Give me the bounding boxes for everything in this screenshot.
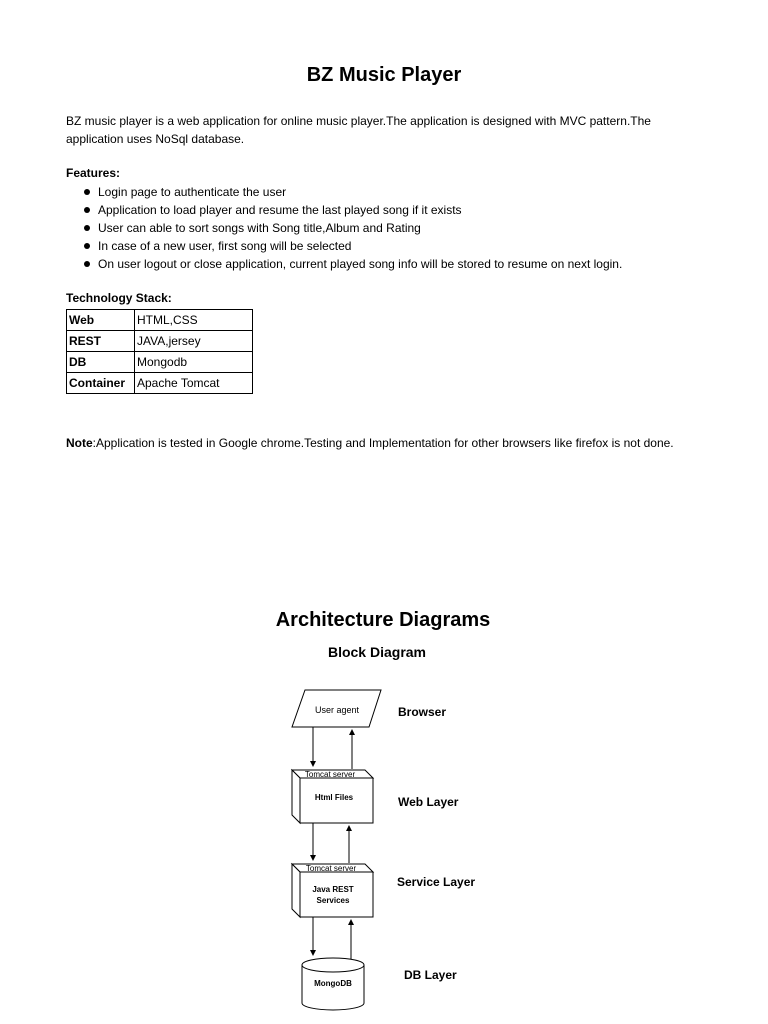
features-heading: Features: <box>66 166 121 180</box>
web-box-side <box>292 770 300 823</box>
feature-text: In case of a new user, first song will be selected <box>98 239 352 253</box>
architecture-title: Architecture Diagrams <box>275 609 491 631</box>
table-key: Container <box>67 373 135 394</box>
feature-text: User can able to sort songs with Song title,Album and Rating <box>98 221 421 235</box>
service-box-label-line1: Java REST <box>312 885 354 894</box>
web-server-label: Tomcat server <box>304 770 356 779</box>
db-box-label: MongoDB <box>314 979 352 988</box>
note-label: Note <box>66 436 93 450</box>
table-key: Web <box>67 310 135 331</box>
service-layer-label: Service Layer <box>397 875 476 889</box>
service-box-label-line2: Services <box>316 896 350 905</box>
intro-paragraph: BZ music player is a web application for online music player.The application is designed with MVC pattern.The application uses NoSql database. <box>66 114 651 146</box>
feature-text: Application to load player and resume the last played song if it exists <box>98 203 462 217</box>
table-key: DB <box>67 352 135 373</box>
table-value: Apache Tomcat <box>135 373 253 394</box>
db-cylinder-top <box>302 958 364 972</box>
table-value: HTML,CSS <box>135 310 253 331</box>
table-value: JAVA,jersey <box>135 331 253 352</box>
user-agent-label: User agent <box>314 705 360 715</box>
block-diagram-title: Block Diagram <box>327 644 427 660</box>
web-box-label: Html Files <box>314 793 354 802</box>
note-text: :Application is tested in Google chrome.Testing and Implementation for other browsers like firefox is not done. <box>92 436 674 450</box>
service-box-front <box>300 872 373 917</box>
web-layer-label: Web Layer <box>398 795 459 809</box>
table-key: REST <box>67 331 135 352</box>
db-layer-label: DB Layer <box>404 968 457 982</box>
service-box-side <box>292 864 300 917</box>
table-value: Mongodb <box>135 352 253 373</box>
document-title: BZ Music Player <box>306 64 462 86</box>
browser-label: Browser <box>398 705 447 719</box>
tech-stack-heading: Technology Stack: <box>66 291 172 305</box>
service-server-label: Tomcat server <box>305 864 357 873</box>
feature-text: On user logout or close application, current played song info will be stored to resume on next login. <box>98 257 623 271</box>
feature-text: Login page to authenticate the user <box>98 185 287 199</box>
